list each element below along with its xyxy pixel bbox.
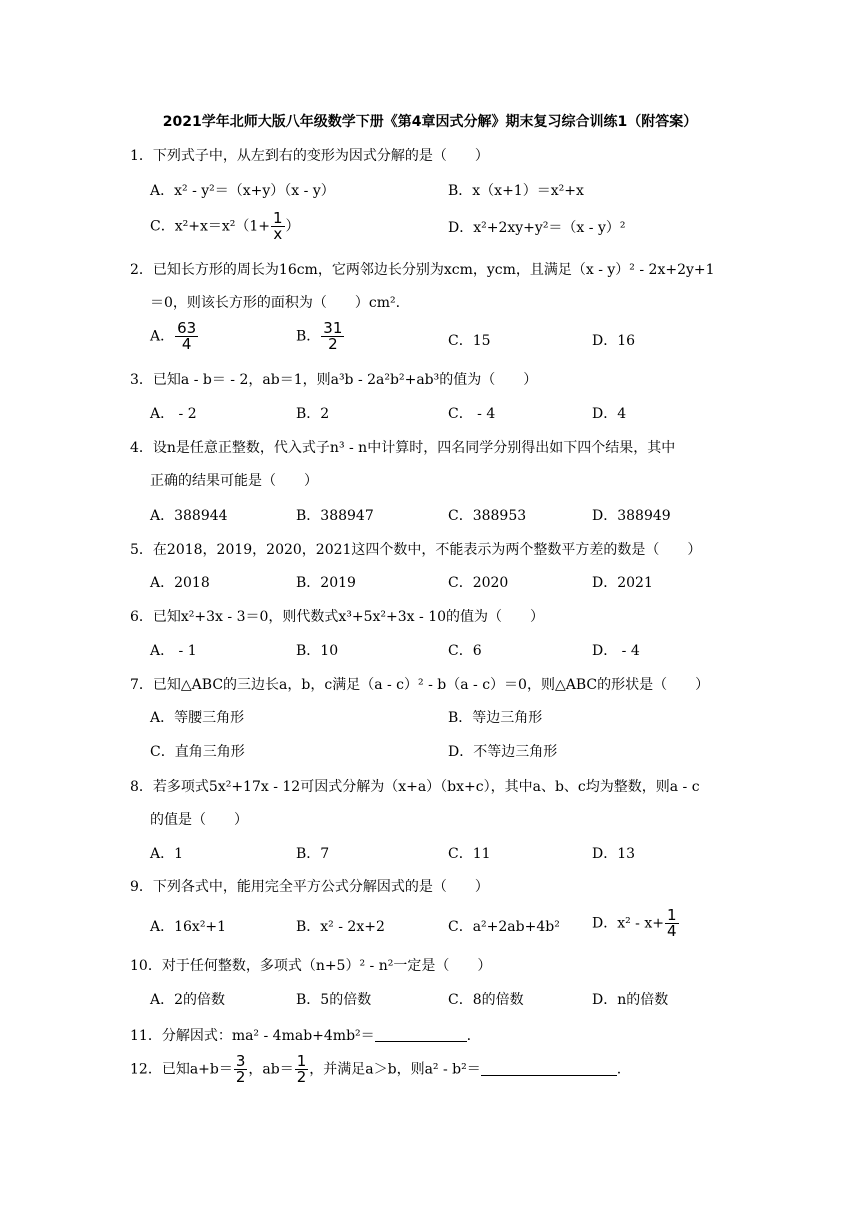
q7-option-a: A．等腰三角形 bbox=[150, 710, 245, 726]
question-7-stem: 7．已知△ABC的三边长a，b，c满足（a - c）² - b（a - c）＝0，则△ABC的形状是（ ） bbox=[130, 677, 710, 693]
q10-option-a: A．2的倍数 bbox=[150, 992, 226, 1008]
q1-option-c-post: ） bbox=[285, 218, 300, 235]
q2-option-a-fraction bbox=[175, 321, 198, 352]
q12-fraction-1 bbox=[234, 1054, 248, 1085]
q5-option-c: C．2020 bbox=[448, 575, 509, 591]
q7-option-b: B．等边三角形 bbox=[448, 710, 543, 726]
q9-option-c: C．a²+2ab+4b² bbox=[448, 919, 560, 935]
q9-option-d bbox=[592, 908, 680, 939]
q1-option-b: B．x（x+1）＝x²+x bbox=[448, 183, 584, 199]
q1-option-c-fraction bbox=[271, 211, 285, 242]
fraction-denominator: 2 bbox=[296, 1068, 307, 1086]
question-12-mid: ，ab＝ bbox=[248, 1061, 294, 1078]
question-12-post: ，并满足a＞b，则a² - b²＝ bbox=[309, 1061, 481, 1078]
fraction-numerator: 63 bbox=[177, 319, 197, 337]
q4-option-c: C．388953 bbox=[448, 508, 527, 524]
question-5-stem: 5．在2018，2019，2020，2021这四个数中，不能表示为两个整数平方差的数是（ ） bbox=[130, 542, 702, 558]
question-11-stem: 11．分解因式：ma² - 4mab+4mb²＝ bbox=[130, 1028, 375, 1044]
fraction-denominator: 4 bbox=[667, 922, 677, 940]
q3-option-c: C． - 4 bbox=[448, 406, 496, 422]
page-title: 2021学年北师大版八年级数学下册《第4章因式分解》期末复习综合训练1（附答案） bbox=[162, 114, 698, 130]
q4-option-b: B．388947 bbox=[296, 508, 374, 524]
q8-option-a: A．1 bbox=[150, 846, 184, 862]
question-6-stem: 6．已知x²+3x - 3＝0，则代数式x³+5x²+3x - 10的值为（ ） bbox=[130, 609, 545, 625]
q10-option-d: D．n的倍数 bbox=[592, 992, 669, 1008]
q9-option-b: B．x² - 2x+2 bbox=[296, 919, 385, 935]
q3-option-b: B．2 bbox=[296, 406, 330, 422]
question-8-stem-line2: 的值是（ ） bbox=[150, 812, 248, 828]
question-12-end: . bbox=[616, 1061, 622, 1078]
fraction-denominator: 2 bbox=[328, 335, 338, 353]
q5-option-d: D．2021 bbox=[592, 575, 653, 591]
q2-option-b bbox=[296, 321, 345, 352]
question-8-stem-line1: 8．若多项式5x²+17x - 12可因式分解为（x+a）（bx+c），其中a、b、c均为整数，则a - c bbox=[130, 779, 700, 795]
question-12-pre: 12．已知a+b＝ bbox=[130, 1061, 233, 1078]
q6-option-c: C．6 bbox=[448, 643, 482, 659]
q1-option-a: A．x² - y²＝（x+y）（x - y） bbox=[150, 183, 335, 199]
q10-option-c: C．8的倍数 bbox=[448, 992, 524, 1008]
q12-fraction-2 bbox=[295, 1054, 309, 1085]
q3-option-a: A． - 2 bbox=[150, 406, 197, 422]
q8-option-d: D．13 bbox=[592, 846, 636, 862]
fraction-numerator: 1 bbox=[296, 1052, 307, 1070]
fraction-numerator: 1 bbox=[667, 906, 677, 924]
question-2-stem-line2: ＝0，则该长方形的面积为（ ）cm². bbox=[150, 295, 401, 311]
question-10-stem: 10．对于任何整数，多项式（n+5）² - n²一定是（ ） bbox=[130, 958, 492, 974]
answer-blank bbox=[375, 1027, 467, 1042]
q4-option-a: A．388944 bbox=[150, 508, 228, 524]
question-2-stem-line1: 2．已知长方形的周长为16cm，它两邻边长分别为xcm，ycm，且满足（x - y）² - 2x+2y+1 bbox=[130, 262, 715, 278]
q5-option-b: B．2019 bbox=[296, 575, 356, 591]
q9-option-d-pre: D．x² - x+ bbox=[592, 915, 664, 932]
answer-blank bbox=[481, 1061, 617, 1076]
q7-option-c: C．直角三角形 bbox=[150, 744, 245, 760]
question-3-stem: 3．已知a - b＝ - 2，ab＝1，则a³b - 2a²b²+ab³的值为（ ） bbox=[130, 372, 538, 388]
q6-option-a: A． - 1 bbox=[150, 643, 197, 659]
q6-option-b: B．10 bbox=[296, 643, 339, 659]
q8-option-c: C．11 bbox=[448, 846, 491, 862]
q7-option-d: D．不等边三角形 bbox=[448, 744, 558, 760]
option-label: A． bbox=[150, 328, 175, 345]
question-11 bbox=[130, 1026, 471, 1046]
option-label: B． bbox=[296, 328, 321, 345]
q3-option-d: D．4 bbox=[592, 406, 627, 422]
q2-option-d: D．16 bbox=[592, 333, 636, 349]
fraction-denominator: 2 bbox=[235, 1068, 246, 1086]
q2-option-a bbox=[150, 321, 199, 352]
q2-option-c: C．15 bbox=[448, 333, 491, 349]
question-4-stem-line1: 4．设n是任意正整数，代入式子n³ - n中计算时，四名同学分别得出如下四个结果，其中 bbox=[130, 440, 676, 456]
q9-option-a: A．16x²+1 bbox=[150, 919, 227, 935]
q1-option-c-pre: C．x²+x＝x²（1+ bbox=[150, 218, 270, 235]
question-11-end: . bbox=[466, 1028, 472, 1044]
q1-option-c bbox=[150, 211, 300, 242]
q6-option-d: D． - 4 bbox=[592, 643, 640, 659]
q9-option-d-fraction bbox=[665, 908, 679, 939]
q10-option-b: B．5的倍数 bbox=[296, 992, 372, 1008]
q4-option-d: D．388949 bbox=[592, 508, 671, 524]
fraction-numerator: 3 bbox=[235, 1052, 246, 1070]
q5-option-a: A．2018 bbox=[150, 575, 210, 591]
question-9-stem: 9．下列各式中，能用完全平方公式分解因式的是（ ） bbox=[130, 879, 489, 895]
fraction-numerator: 1 bbox=[273, 209, 283, 227]
fraction-numerator: 31 bbox=[323, 319, 343, 337]
fraction-denominator: x bbox=[273, 225, 283, 243]
q1-option-d: D．x²+2xy+y²＝（x - y）² bbox=[448, 220, 626, 236]
question-4-stem-line2: 正确的结果可能是（ ） bbox=[150, 473, 318, 489]
question-12 bbox=[130, 1054, 621, 1085]
question-1-stem: 1．下列式子中，从左到右的变形为因式分解的是（ ） bbox=[130, 148, 489, 164]
fraction-denominator: 4 bbox=[181, 335, 192, 353]
q2-option-b-fraction bbox=[321, 321, 344, 352]
q8-option-b: B．7 bbox=[296, 846, 330, 862]
